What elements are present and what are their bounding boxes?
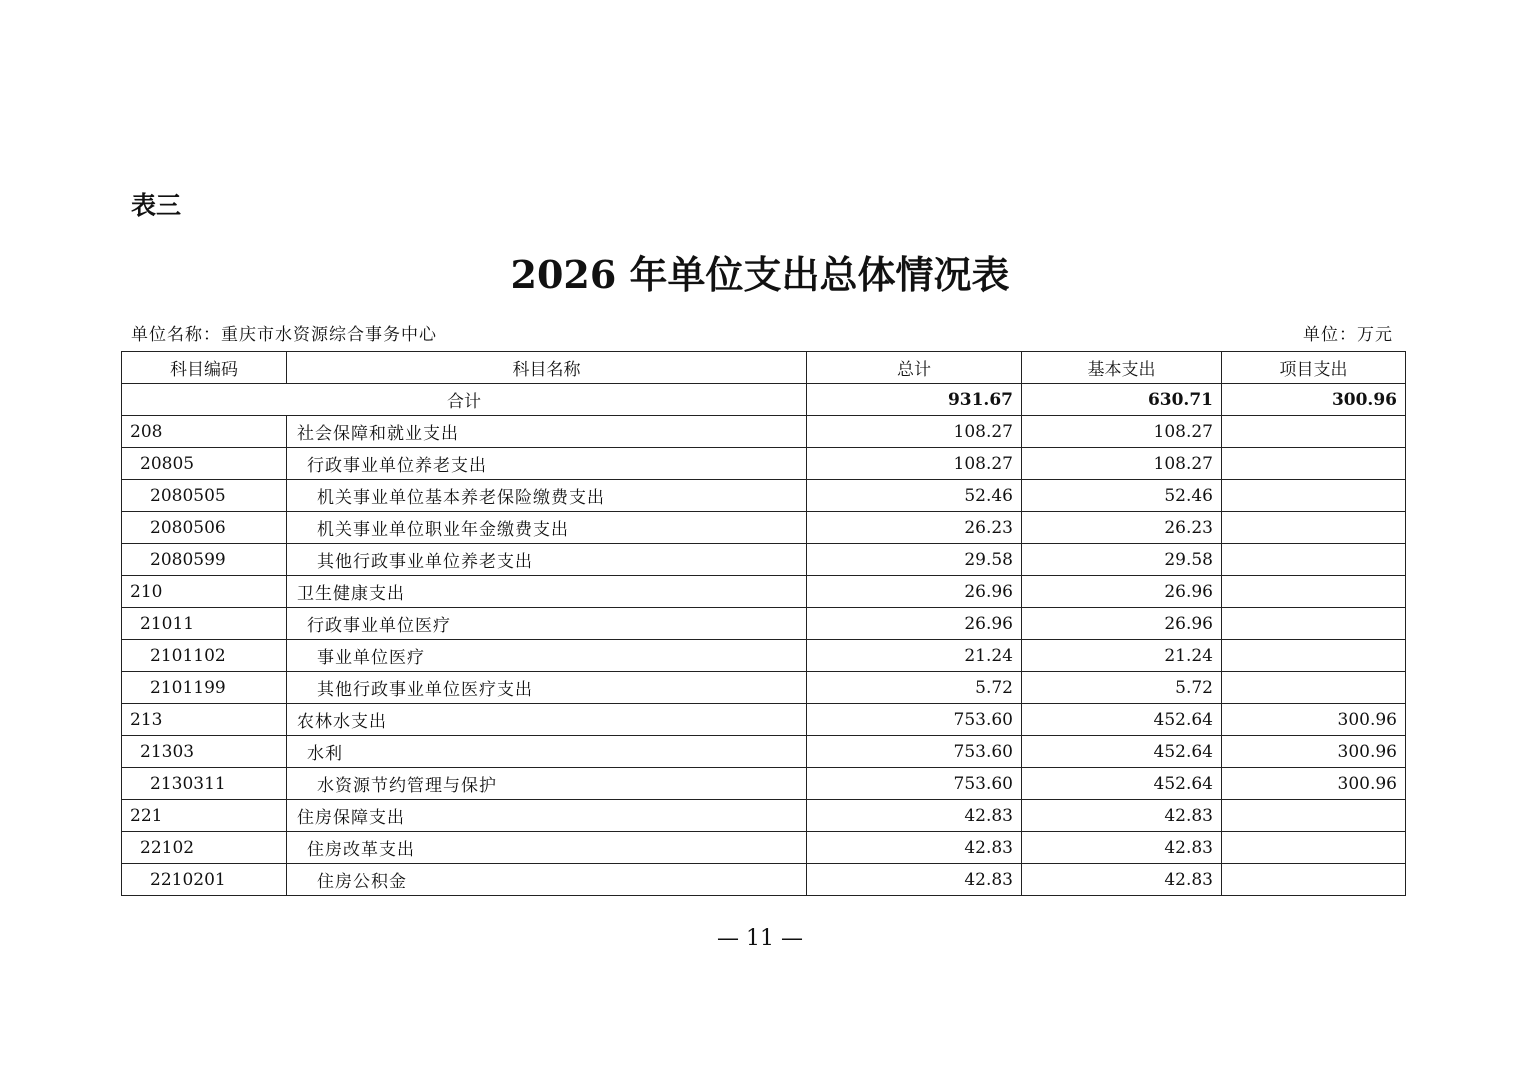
total-cell: 26.96 [807,576,1022,608]
column-header-total: 总计 [807,352,1022,384]
name-cell: 机关事业单位基本养老保险缴费支出 [287,480,807,512]
name-cell: 住房公积金 [287,864,807,896]
name-cell: 水利 [287,736,807,768]
total-cell: 5.72 [807,672,1022,704]
table-row [122,640,1406,672]
table-row [122,832,1406,864]
total-cell: 52.46 [807,480,1022,512]
column-header-basic: 基本支出 [1022,352,1222,384]
code-cell: 2101199 [122,672,287,704]
project-cell [1222,832,1406,864]
name-cell: 机关事业单位职业年金缴费支出 [287,512,807,544]
table-row [122,672,1406,704]
table-row [122,416,1406,448]
basic-cell: 26.23 [1022,512,1222,544]
total-cell: 42.83 [807,800,1022,832]
table-header-row [122,352,1406,384]
unit-name: 单位名称：重庆市水资源综合事务中心 [131,325,437,345]
code-cell: 221 [122,800,287,832]
total-cell: 42.83 [807,832,1022,864]
basic-cell: 21.24 [1022,640,1222,672]
project-cell [1222,544,1406,576]
meta-row [131,322,1393,348]
table-row [122,512,1406,544]
name-cell: 其他行政事业单位医疗支出 [287,672,807,704]
total-cell: 753.60 [807,704,1022,736]
total-basic: 630.71 [1022,384,1222,416]
project-cell: 300.96 [1222,736,1406,768]
expenditure-table [121,351,1406,896]
column-header-name: 科目名称 [287,352,807,384]
table-row [122,544,1406,576]
project-cell [1222,512,1406,544]
total-cell: 753.60 [807,736,1022,768]
basic-cell: 108.27 [1022,448,1222,480]
name-cell: 住房保障支出 [287,800,807,832]
basic-cell: 42.83 [1022,800,1222,832]
name-cell: 事业单位医疗 [287,640,807,672]
total-cell: 29.58 [807,544,1022,576]
project-cell [1222,608,1406,640]
project-cell [1222,672,1406,704]
project-cell [1222,800,1406,832]
basic-cell: 26.96 [1022,576,1222,608]
table-row [122,608,1406,640]
table-row [122,480,1406,512]
code-cell: 213 [122,704,287,736]
code-cell: 2210201 [122,864,287,896]
name-cell: 卫生健康支出 [287,576,807,608]
table-label: 表三 [131,191,182,220]
code-cell: 2130311 [122,768,287,800]
code-cell: 210 [122,576,287,608]
basic-cell: 452.64 [1022,768,1222,800]
total-total: 931.67 [807,384,1022,416]
name-cell: 住房改革支出 [287,832,807,864]
project-cell [1222,640,1406,672]
basic-cell: 452.64 [1022,704,1222,736]
project-cell: 300.96 [1222,704,1406,736]
column-header-project: 项目支出 [1222,352,1406,384]
total-cell: 42.83 [807,864,1022,896]
table-row [122,448,1406,480]
project-cell: 300.96 [1222,768,1406,800]
table-row [122,576,1406,608]
table-row [122,736,1406,768]
code-cell: 21303 [122,736,287,768]
code-cell: 21011 [122,608,287,640]
column-header-code: 科目编码 [122,352,287,384]
project-cell [1222,448,1406,480]
page-title: 2026 年单位支出总体情况表 [510,252,1010,297]
code-cell: 2080506 [122,512,287,544]
name-cell: 行政事业单位养老支出 [287,448,807,480]
total-cell: 753.60 [807,768,1022,800]
table-row [122,768,1406,800]
name-cell: 社会保障和就业支出 [287,416,807,448]
code-cell: 208 [122,416,287,448]
basic-cell: 5.72 [1022,672,1222,704]
project-cell [1222,416,1406,448]
total-cell: 108.27 [807,416,1022,448]
total-label: 合计 [122,384,807,416]
basic-cell: 29.58 [1022,544,1222,576]
basic-cell: 108.27 [1022,416,1222,448]
project-cell [1222,864,1406,896]
project-cell [1222,480,1406,512]
basic-cell: 42.83 [1022,832,1222,864]
code-cell: 2080505 [122,480,287,512]
table-row [122,704,1406,736]
project-cell [1222,576,1406,608]
code-cell: 20805 [122,448,287,480]
table-row [122,800,1406,832]
unit-measure: 单位：万元 [1303,325,1393,345]
name-cell: 农林水支出 [287,704,807,736]
total-cell: 21.24 [807,640,1022,672]
name-cell: 其他行政事业单位养老支出 [287,544,807,576]
code-cell: 22102 [122,832,287,864]
code-cell: 2080599 [122,544,287,576]
total-cell: 108.27 [807,448,1022,480]
total-cell: 26.23 [807,512,1022,544]
table-row [122,864,1406,896]
total-project: 300.96 [1222,384,1406,416]
total-row [122,384,1406,416]
code-cell: 2101102 [122,640,287,672]
name-cell: 水资源节约管理与保护 [287,768,807,800]
page-number: — 11 — [717,926,803,951]
basic-cell: 42.83 [1022,864,1222,896]
total-cell: 26.96 [807,608,1022,640]
basic-cell: 52.46 [1022,480,1222,512]
basic-cell: 452.64 [1022,736,1222,768]
basic-cell: 26.96 [1022,608,1222,640]
name-cell: 行政事业单位医疗 [287,608,807,640]
